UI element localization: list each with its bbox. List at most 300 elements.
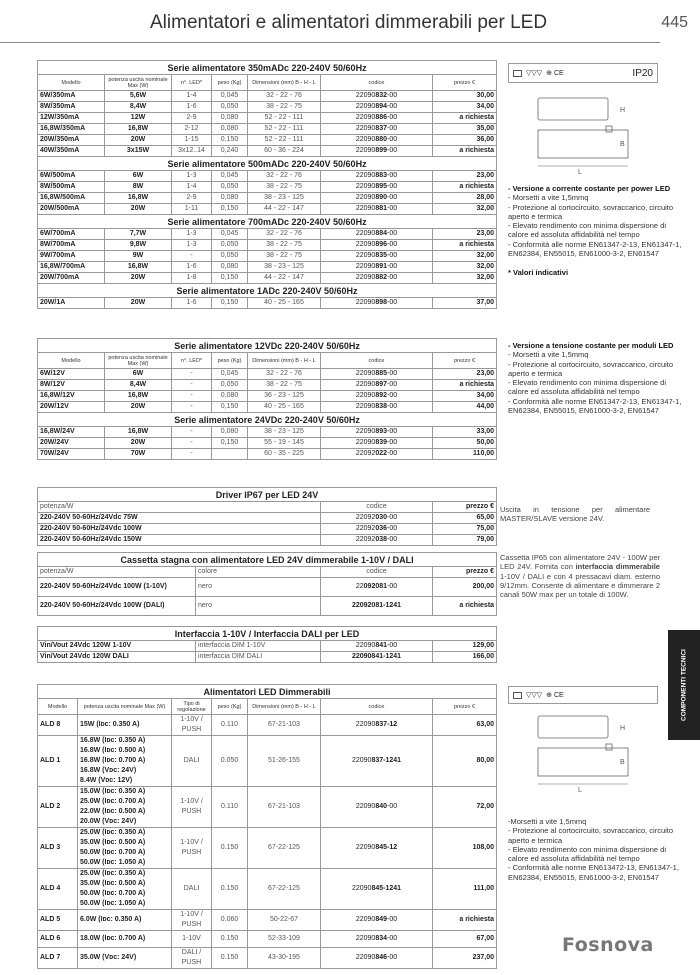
table-cell: 220-240V 50-60Hz/24Vdc 75W <box>38 513 321 524</box>
table-cell: 52 - 22 - 111 <box>248 135 321 146</box>
code-bold: 881 <box>375 205 388 212</box>
table-cell: interfaccia DIM DALI <box>196 652 321 663</box>
code-suffix: -00 <box>387 136 398 143</box>
table-cell: 1-10V / PUSH <box>172 910 212 931</box>
table-row <box>38 113 497 124</box>
svg-text:H: H <box>620 725 626 732</box>
code-bold: 880 <box>375 136 388 143</box>
side-2-heading: - Versione a tensione costante per moduli LED <box>508 341 674 350</box>
table-cell: 220-240V 50-60Hz/24Vdc 100W (1-10V) <box>38 578 196 597</box>
code-bold: 036 <box>375 525 388 532</box>
power-line: 20.0W (Vᴅᴄ: 24V) <box>80 818 137 825</box>
code-prefix: 22090 <box>355 241 376 248</box>
code-bold: 837-12 <box>375 721 398 728</box>
table-row <box>38 391 497 402</box>
svg-text:L: L <box>578 787 582 794</box>
code-cell <box>321 102 433 113</box>
code-prefix: 22090 <box>355 803 376 810</box>
table-row <box>38 948 497 969</box>
table-cell: 3x15W <box>105 146 172 157</box>
code-suffix: -00 <box>387 241 398 248</box>
cassetta-note-a: Cassetta IP65 con alimentatore 24V - 100W per LED 24V. Fornita con <box>500 553 660 572</box>
section-title-row <box>38 553 497 567</box>
section-title: Cassetta stagna con alimentatore LED 24V dimmerabile 1-10V / DALI <box>38 553 497 567</box>
code-suffix: -00 <box>387 252 398 259</box>
code-bold: 22090841-1241 <box>351 653 402 660</box>
column-header: Modello <box>38 353 105 369</box>
code-prefix: 22090 <box>355 935 376 942</box>
table-cell: 0,080 <box>212 427 248 438</box>
code-bold: 898 <box>375 299 388 306</box>
code-cell <box>321 369 433 380</box>
code-bold: 030 <box>375 514 388 521</box>
table-cell: 63,00 <box>433 715 497 736</box>
table-row <box>38 427 497 438</box>
table-cell: 20W <box>105 402 172 413</box>
table-cell: 67-22-125 <box>248 828 321 869</box>
power-line: 16.8W (Iᴅᴄ: 0.700 A) <box>80 757 146 764</box>
cert-ce-icon: ⊕ CE <box>546 692 564 699</box>
code-suffix: -00 <box>387 403 398 410</box>
power-line: 35.0W (Iᴅᴄ: 0.500 A) <box>80 880 146 887</box>
power-cell <box>78 787 172 828</box>
code-prefix: 22090 <box>355 114 376 121</box>
table-cell: 23,00 <box>433 171 497 182</box>
svg-text:B: B <box>620 759 625 766</box>
table-cell: 38 - 23 - 125 <box>248 193 321 204</box>
code-bold: 895 <box>375 183 388 190</box>
power-cell <box>78 715 172 736</box>
table-cell: ALD 5 <box>38 910 78 931</box>
page-title: Alimentatori e alimentatori dimmerabili per LED <box>150 12 548 33</box>
code-prefix: 22090 <box>355 954 376 961</box>
code-suffix: -00 <box>387 428 398 435</box>
code-cell <box>321 262 433 273</box>
page-number: 445 <box>661 14 688 31</box>
code-bold: 890 <box>375 194 388 201</box>
power-cell <box>78 828 172 869</box>
table-cell: 1-4 <box>172 91 212 102</box>
table-cell: - <box>172 449 212 460</box>
section-title-row <box>38 488 497 502</box>
table-cell: 220-240V 50-60Hz/24Vdc 100W <box>38 524 321 535</box>
side-1-heading: - Versione a corrente costante per power LED <box>508 184 671 193</box>
table-cell: 32 - 22 - 76 <box>248 229 321 240</box>
table-row <box>38 204 497 215</box>
code-suffix: -00 <box>387 525 398 532</box>
table-cell: 50,00 <box>433 438 497 449</box>
code-suffix: -00 <box>387 230 398 237</box>
code-prefix: 22092 <box>355 525 376 532</box>
table-cell: 20W/12V <box>38 402 105 413</box>
table-cell: 38 - 22 - 75 <box>248 182 321 193</box>
table-dimmerabili <box>37 684 497 969</box>
table-cell: 0,080 <box>212 193 248 204</box>
table-cell: 38 - 23 - 125 <box>248 262 321 273</box>
column-header: peso (Kg) <box>212 75 248 91</box>
column-header: Dimensioni (mm) B - H - L <box>248 699 321 715</box>
code-bold: 022 <box>375 450 388 457</box>
section-title: Driver IP67 per LED 24V <box>38 488 497 502</box>
power-line: 15.0W (Iᴅᴄ: 0.350 A) <box>80 788 146 795</box>
table-cell: 0.150 <box>212 828 248 869</box>
table-cell: ALD 8 <box>38 715 78 736</box>
table-row <box>38 535 497 546</box>
table-cell: 0,050 <box>212 240 248 251</box>
table-cell: 52-33-109 <box>248 931 321 948</box>
section-title-row <box>38 61 497 75</box>
table-cell: 1-4 <box>172 182 212 193</box>
table-cell: 1-6 <box>172 102 212 113</box>
table-cell: 36,00 <box>433 135 497 146</box>
table-cell: 52 - 22 - 111 <box>248 113 321 124</box>
code-cell <box>321 948 433 969</box>
table-cell: 0,080 <box>212 391 248 402</box>
svg-text:H: H <box>620 107 626 114</box>
table-constant-current <box>37 60 497 309</box>
code-bold: 846 <box>375 954 388 961</box>
table-cell: 16,8W <box>105 391 172 402</box>
side-1-line: - Elevato rendimento con minima dispersione di calore ed assoluta affidabilità nel tempo <box>508 221 666 240</box>
code-bold: 883 <box>375 172 388 179</box>
table-cell: 0.150 <box>212 869 248 910</box>
column-header: prezzo € <box>433 75 497 91</box>
code-suffix: -00 <box>387 274 398 281</box>
table-cell: prezzo € <box>433 502 497 513</box>
table-cell: 0,150 <box>212 402 248 413</box>
code-prefix: 22090 <box>355 721 376 728</box>
table-cell: 32,00 <box>433 251 497 262</box>
table-row <box>38 229 497 240</box>
table-cell: 12W/350mA <box>38 113 105 124</box>
code-cell <box>321 641 433 652</box>
table-cell: 60 - 36 - 224 <box>248 146 321 157</box>
code-cell <box>321 240 433 251</box>
code-cell <box>321 449 433 460</box>
column-header-row <box>38 75 497 91</box>
table-cell: 7,7W <box>105 229 172 240</box>
code-prefix: 22090 <box>355 263 376 270</box>
table-row <box>38 449 497 460</box>
table-row <box>38 262 497 273</box>
code-cell <box>321 652 433 663</box>
table-cell: 220-240V 50-60Hz/24Vdc 150W <box>38 535 321 546</box>
table-cell: 3x12..14 <box>172 146 212 157</box>
code-bold: 832 <box>375 92 388 99</box>
table-cell: 0,045 <box>212 229 248 240</box>
table-cell: 237,00 <box>433 948 497 969</box>
section-title-row <box>38 413 497 427</box>
table-cell: 36 - 23 - 125 <box>248 391 321 402</box>
cassetta-note <box>500 553 660 599</box>
code-cell <box>321 931 433 948</box>
table-row <box>38 715 497 736</box>
code-bold: 834 <box>375 935 388 942</box>
code-cell <box>321 597 433 616</box>
table-cell: 110,00 <box>433 449 497 460</box>
table-cell: prezzo € <box>433 567 497 578</box>
cert-triangle-icon: ▽▽▽ <box>526 692 543 699</box>
table-row <box>38 124 497 135</box>
code-bold: 894 <box>375 103 388 110</box>
table-cell: potenza/W <box>38 567 196 578</box>
table-cell: 2-9 <box>172 193 212 204</box>
table-cell: 0.060 <box>212 910 248 931</box>
code-prefix: 22090 <box>355 403 376 410</box>
column-header: potenza uscita nominale Max (W) <box>105 353 172 369</box>
code-bold: 837 <box>375 125 388 132</box>
code-prefix: 22090 <box>355 136 376 143</box>
table-cell: a richiesta <box>433 182 497 193</box>
table-cell: 200,00 <box>433 578 497 597</box>
table-cell: 16,8W/700mA <box>38 262 105 273</box>
table-cell: 43-30-195 <box>248 948 321 969</box>
table-cell: ALD 3 <box>38 828 78 869</box>
table-cell: 0,050 <box>212 182 248 193</box>
product-drawing-2 <box>508 708 638 808</box>
column-header-row <box>38 502 497 513</box>
table-cell: 67-21-103 <box>248 787 321 828</box>
power-line: 50.0W (Iᴅᴄ: 0.700 A) <box>80 890 146 897</box>
code-prefix: 22090 <box>355 439 376 446</box>
code-prefix: 22090 <box>355 205 376 212</box>
code-prefix: 22092 <box>355 536 376 543</box>
power-line: 18.0W (Iᴅᴄ: 0.700 A) <box>80 935 146 942</box>
table-cell: - <box>172 438 212 449</box>
table-cell: 0,050 <box>212 380 248 391</box>
table-cell: 52 - 22 - 111 <box>248 124 321 135</box>
table-row <box>38 438 497 449</box>
code-suffix: -00 <box>387 803 398 810</box>
column-header: Dimensioni (mm) B - H - L <box>248 353 321 369</box>
side-1-line: - Conformità alle norme EN61347-2-13, EN61347-1, EN62384, EN55015, EN61000-3-2, EN61547 <box>508 239 682 259</box>
table-row <box>38 828 497 869</box>
code-prefix: 22090 <box>355 147 376 154</box>
table-cell: 0,045 <box>212 171 248 182</box>
table-cell: 20W <box>105 204 172 215</box>
code-prefix: 22090 <box>355 183 376 190</box>
side-2-line: - Protezione al cortocircuito, sovraccarico, circuito aperto e termica <box>508 359 674 378</box>
power-line: 6.0W (Iᴅᴄ: 0.350 A) <box>80 916 142 923</box>
power-cell <box>78 910 172 931</box>
table-cell: 32 - 22 - 76 <box>248 91 321 102</box>
code-bold: 882 <box>375 274 388 281</box>
code-cell <box>321 135 433 146</box>
table-cell: 220-240V 50-60Hz/24Vdc 100W (DALI) <box>38 597 196 616</box>
side-3-line: - Conformità alle norme EN613472-13, EN61347-1, EN62384, EN55015, EN61000-3-2, EN61547 <box>508 863 679 882</box>
table-row <box>38 524 497 535</box>
side-3-line: -Morsetti a vite 1,5mmq <box>508 817 587 826</box>
table-cell: 0,150 <box>212 204 248 215</box>
table-cell: 38 - 22 - 75 <box>248 102 321 113</box>
table-cell: 8W/350mA <box>38 102 105 113</box>
code-prefix: 22092 <box>355 450 376 457</box>
code-bold: 038 <box>375 536 388 543</box>
code-cell <box>321 193 433 204</box>
code-bold: 092081 <box>363 583 388 590</box>
column-header: Modello <box>38 699 78 715</box>
table-cell: a richiesta <box>433 113 497 124</box>
section-title-row <box>38 215 497 229</box>
table-row <box>38 931 497 948</box>
table-cell: 70W/24V <box>38 449 105 460</box>
cassetta-note-c: 1-10V / DALI e con 4 pressacavi diam. esterno 9/12mm. Consente di alimentare e dimmerare 2 canali 50W max per un totale di 100W. <box>500 571 660 600</box>
table-cell: 30,00 <box>433 91 497 102</box>
power-line: 50.0W (Iᴅᴄ: 1.050 A) <box>80 859 146 866</box>
table-cell: 0,050 <box>212 251 248 262</box>
code-bold: 897 <box>375 381 388 388</box>
table-row <box>38 273 497 284</box>
cert-box-icon <box>513 692 522 699</box>
table-row <box>38 369 497 380</box>
table-cell: 9W/700mA <box>38 251 105 262</box>
column-header: codice <box>321 699 433 715</box>
table-row <box>38 402 497 413</box>
code-suffix: -00 <box>387 935 398 942</box>
table-cell: potenza/W <box>38 502 321 513</box>
power-line: 8.4W (Vᴅᴄ: 12V) <box>80 777 133 784</box>
code-bold: 835 <box>375 252 388 259</box>
code-suffix: -00 <box>387 392 398 399</box>
power-line: 25.0W (Iᴅᴄ: 0.350 A) <box>80 870 146 877</box>
section-title-row <box>38 284 497 298</box>
code-cell <box>321 427 433 438</box>
code-prefix: 22090 <box>355 428 376 435</box>
table-cell: 67-21-103 <box>248 715 321 736</box>
section-tab: COMPONENTI TECNICI <box>668 630 700 740</box>
cassetta-note-b: interfaccia dimmerabile <box>575 562 660 572</box>
table-cell: nero <box>196 597 321 616</box>
table-cell: 33,00 <box>433 427 497 438</box>
table-cell: - <box>172 402 212 413</box>
column-header-row <box>38 567 497 578</box>
table-cell: 0,240 <box>212 146 248 157</box>
table-cell: 111,00 <box>433 869 497 910</box>
table-cell: 32,00 <box>433 204 497 215</box>
table-cell: 20W/500mA <box>38 204 105 215</box>
table-cell: 34,00 <box>433 391 497 402</box>
table-cassetta-stagna <box>37 552 497 616</box>
table-cell: 60 - 35 - 225 <box>248 449 321 460</box>
table-cell: 1-6 <box>172 298 212 309</box>
table-cell: 75,00 <box>433 524 497 535</box>
table-cell: 0,080 <box>212 262 248 273</box>
cert-box-icon <box>513 70 522 77</box>
side-1-note: * Valori indicativi <box>508 268 569 278</box>
table-cell: codice <box>321 502 433 513</box>
table-cell: 12W <box>105 113 172 124</box>
code-bold: 884 <box>375 230 388 237</box>
column-header: Tipo di regolazione <box>172 699 212 715</box>
table-cell: 38 - 22 - 75 <box>248 380 321 391</box>
power-line: 50.0W (Iᴅᴄ: 0.700 A) <box>80 849 146 856</box>
code-cell <box>321 124 433 135</box>
table-cell: 6W <box>105 171 172 182</box>
code-bold: 885 <box>375 370 388 377</box>
table-cell: 32 - 22 - 76 <box>248 369 321 380</box>
column-header: potenza uscita nominale Max (W) <box>105 75 172 91</box>
table-row <box>38 182 497 193</box>
code-suffix: -00 <box>387 514 398 521</box>
table-row <box>38 91 497 102</box>
table-cell: 6W/500mA <box>38 171 105 182</box>
code-bold: 22092081-1241 <box>351 602 402 609</box>
table-cell: 51-26-155 <box>248 736 321 787</box>
code-suffix: -00 <box>387 916 398 923</box>
section-title-row <box>38 339 497 353</box>
power-cell <box>78 736 172 787</box>
cert-icons-2 <box>508 686 658 704</box>
table-cell: 20W <box>105 273 172 284</box>
table-cell: 70W <box>105 449 172 460</box>
power-line: 16.8W (Iᴅᴄ: 0.500 A) <box>80 747 146 754</box>
table-cell: 20W/700mA <box>38 273 105 284</box>
table-cell: 20W/24V <box>38 438 105 449</box>
column-header: n°. LED* <box>172 75 212 91</box>
column-header: codice <box>321 75 433 91</box>
column-header: peso (Kg) <box>212 699 248 715</box>
code-prefix: 22090 <box>355 370 376 377</box>
table-cell: 38 - 23 - 125 <box>248 427 321 438</box>
section-title: Interfaccia 1-10V / Interfaccia DALI per LED <box>38 627 497 641</box>
table-cell: 0,045 <box>212 369 248 380</box>
code-bold: 839 <box>375 439 388 446</box>
table-cell: 40W/350mA <box>38 146 105 157</box>
power-line: 35.0W (Vᴅᴄ: 24V) <box>80 954 137 961</box>
table-cell: 67-22-125 <box>248 869 321 910</box>
code-bold: 896 <box>375 241 388 248</box>
table-driver-ip67 <box>37 487 497 546</box>
table-cell: 50-22-67 <box>248 910 321 931</box>
table-cell: 8,4W <box>105 102 172 113</box>
code-suffix: -00 <box>387 103 398 110</box>
table-cell: 6W/700mA <box>38 229 105 240</box>
code-suffix: -00 <box>387 194 398 201</box>
driver-note: Uscita in tensione per alimentare MASTER/SLAVE versione 24V. <box>500 505 650 524</box>
table-cell: 1-10V <box>172 931 212 948</box>
table-cell: - <box>172 391 212 402</box>
code-bold: 893 <box>375 428 388 435</box>
table-cell: 0,050 <box>212 102 248 113</box>
table-cell: 0,045 <box>212 91 248 102</box>
side-1-line: - Protezione al cortocircuito, sovraccarico, circuito aperto e termica <box>508 202 674 221</box>
code-prefix: 22090 <box>355 392 376 399</box>
table-cell: 1-10V / PUSH <box>172 787 212 828</box>
code-cell <box>321 113 433 124</box>
product-drawing-1 <box>508 90 638 190</box>
table-cell: 79,00 <box>433 535 497 546</box>
power-line: 16.8W (Vᴅᴄ: 24V) <box>80 767 137 774</box>
table-row <box>38 869 497 910</box>
column-header: peso (Kg) <box>212 353 248 369</box>
table-cell: 80,00 <box>433 736 497 787</box>
table-row <box>38 641 497 652</box>
table-row <box>38 193 497 204</box>
table-cell: a richiesta <box>433 597 497 616</box>
table-cell: 0,150 <box>212 135 248 146</box>
side-1-line: - Morsetti a vite 1,5mmq <box>508 193 589 203</box>
table-cell: - <box>172 427 212 438</box>
code-prefix: 22090 <box>355 274 376 281</box>
code-cell <box>321 438 433 449</box>
code-suffix: -00 <box>387 183 398 190</box>
code-bold: 845-12 <box>375 844 398 851</box>
code-bold: 840 <box>375 803 388 810</box>
table-row <box>38 171 497 182</box>
table-cell: 0.050 <box>212 736 248 787</box>
table-cell: 6W <box>105 369 172 380</box>
table-cell: 1-10V / PUSH <box>172 715 212 736</box>
